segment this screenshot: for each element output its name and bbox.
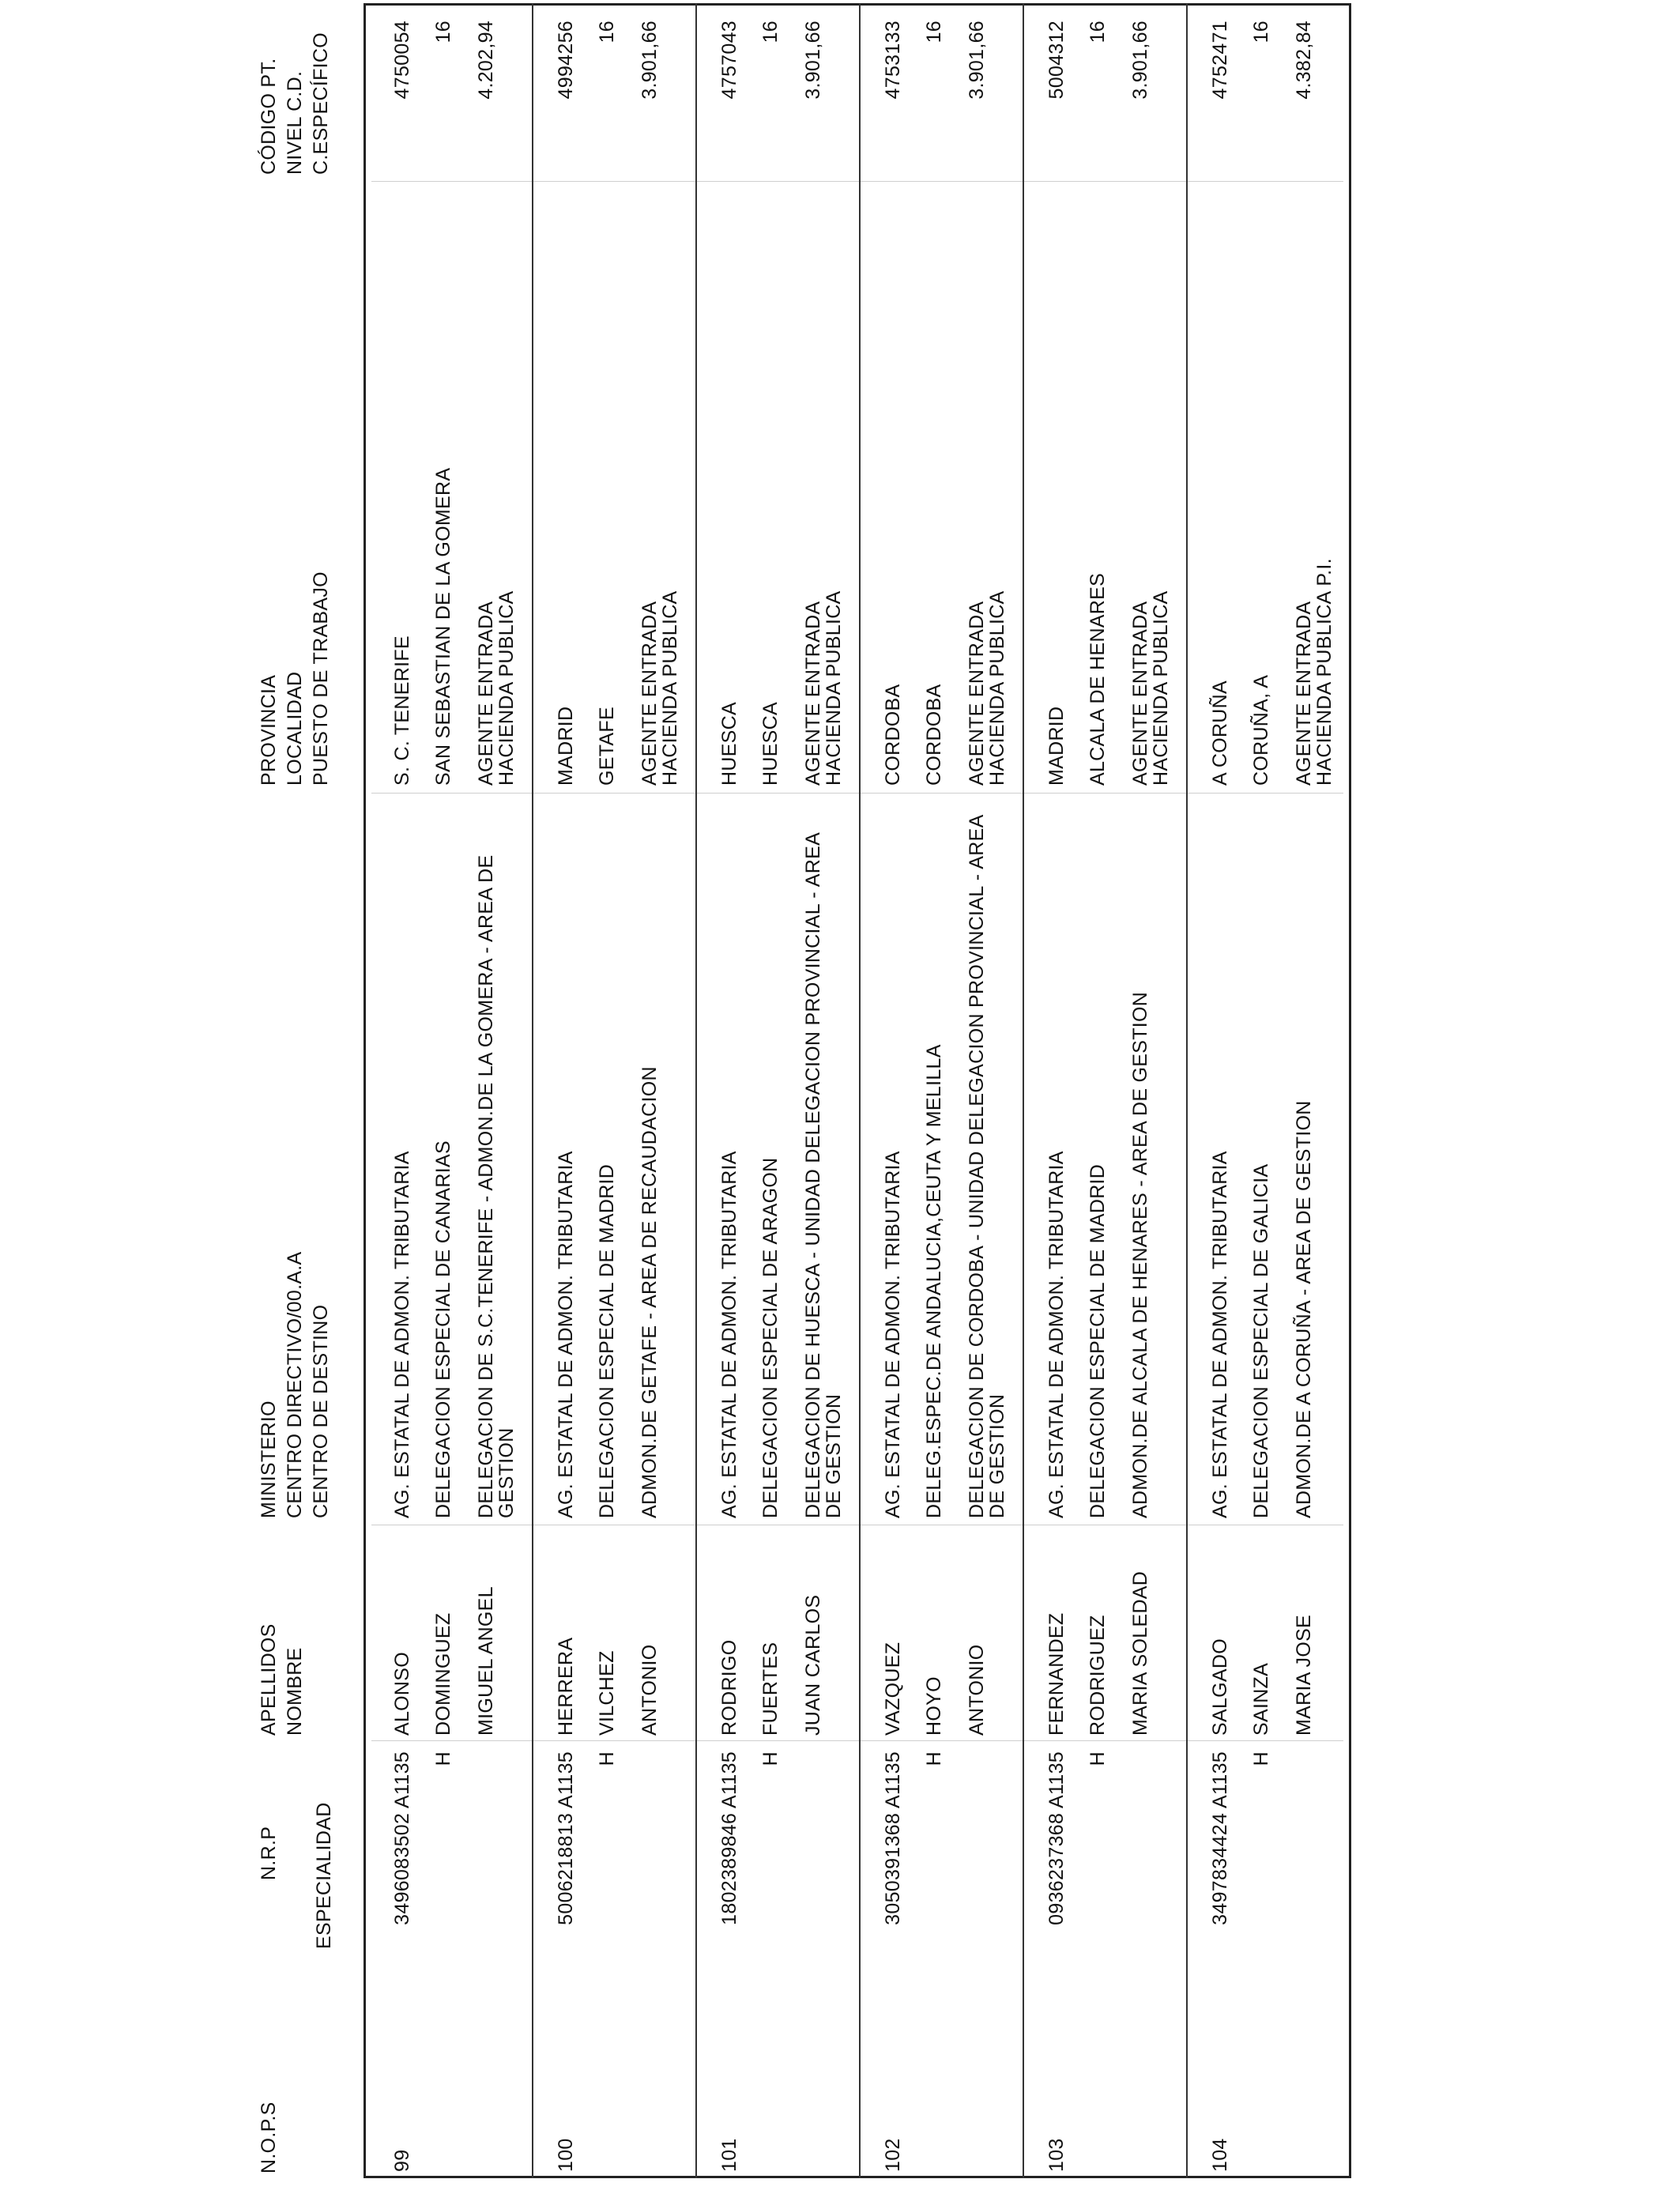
centro-directivo: DELEGACION ESPECIAL DE CANARIAS (432, 1140, 454, 1518)
provincia: MADRID (1045, 706, 1068, 786)
apellido-1: RODRIGO (718, 1639, 740, 1736)
apellido-1: ALONSO (391, 1652, 413, 1736)
nops-number: 100 (555, 2138, 577, 2172)
header-puesto: PUESTO DE TRABAJO (310, 571, 332, 786)
apellido-1: VAZQUEZ (882, 1642, 904, 1736)
c-especifico: 3.901,66 (1129, 21, 1151, 100)
apellido-2: DOMINGUEZ (432, 1612, 454, 1736)
sex-code: H (923, 1751, 945, 1766)
ministerio: AG. ESTATAL DE ADMON. TRIBUTARIA (555, 1151, 577, 1518)
sex-code: H (759, 1751, 782, 1766)
provincia: S. C. TENERIFE (391, 635, 413, 786)
ministerio: AG. ESTATAL DE ADMON. TRIBUTARIA (718, 1151, 740, 1518)
localidad: ALCALA DE HENARES (1087, 572, 1109, 786)
sex-code: H (1087, 1751, 1109, 1766)
row-separator (695, 3, 697, 2178)
apellido-2: VILCHEZ (596, 1650, 618, 1736)
puesto-trabajo: AGENTE ENTRADA HACIENDA PUBLICA P.I. (1293, 558, 1335, 786)
row-separator (1023, 3, 1024, 2178)
nivel-cd: 16 (1250, 21, 1272, 43)
ministerio: AG. ESTATAL DE ADMON. TRIBUTARIA (882, 1151, 904, 1518)
c-especifico: 4.202,94 (475, 21, 497, 100)
header-especifico: C.ESPECÍFICO (310, 32, 332, 175)
codigo-pt: 4757043 (718, 21, 740, 100)
sex-code: H (1250, 1751, 1272, 1766)
nivel-cd: 16 (596, 21, 618, 43)
c-especifico: 3.901,66 (638, 21, 661, 100)
centro-destino: ADMON.DE A CORUÑA - AREA DE GESTION (1293, 1100, 1315, 1518)
header-ministerio: MINISTERIO (258, 1400, 280, 1518)
puesto-trabajo: AGENTE ENTRADA HACIENDA PUBLICA (966, 590, 1008, 786)
provincia: A CORUÑA (1209, 680, 1231, 786)
nops-number: 102 (882, 2138, 904, 2172)
c-especifico: 3.901,66 (966, 21, 988, 100)
nrp-code: 5006218813 A1135 (555, 1751, 577, 1925)
puesto-trabajo: AGENTE ENTRADA HACIENDA PUBLICA (802, 590, 845, 786)
row-separator (1186, 3, 1188, 2178)
header-provincia: PROVINCIA (258, 674, 280, 786)
apellido-2: HOYO (923, 1676, 945, 1736)
c-especifico: 4.382,84 (1293, 21, 1315, 100)
provincia: MADRID (555, 706, 577, 786)
c-especifico: 3.901,66 (802, 21, 824, 100)
centro-directivo: DELEGACION ESPECIAL DE GALICIA (1250, 1163, 1272, 1518)
provincia: CORDOBA (882, 684, 904, 786)
centro-directivo: DELEGACION ESPECIAL DE ARAGON (759, 1157, 782, 1518)
nops-number: 101 (718, 2138, 740, 2172)
nrp-code: 3050391368 A1135 (882, 1751, 904, 1925)
puesto-trabajo: AGENTE ENTRADA HACIENDA PUBLICA (1129, 590, 1172, 786)
centro-destino: DELEGACION DE S.C.TENERIFE - ADMON.DE LA GOMERA - AREA DE GESTION (475, 854, 518, 1518)
localidad: GETAFE (596, 707, 618, 786)
header-nivel: NIVEL C.D. (284, 70, 306, 175)
codigo-pt: 4750054 (391, 21, 413, 100)
localidad: CORUÑA, A (1250, 674, 1272, 786)
row-separator (859, 3, 861, 2178)
header-nrp: N.R.P (258, 1826, 280, 1880)
codigo-pt: 5004312 (1045, 21, 1068, 100)
nombre: ANTONIO (638, 1644, 661, 1736)
apellido-1: SALGADO (1209, 1638, 1231, 1736)
nrp-code: 3496083502 A1135 (391, 1751, 413, 1925)
centro-destino: ADMON.DE GETAFE - AREA DE RECAUDACION (638, 1066, 661, 1518)
nops-number: 99 (391, 2149, 413, 2172)
centro-destino: ADMON.DE ALCALA DE HENARES - AREA DE GESTION (1129, 991, 1151, 1518)
localidad: HUESCA (759, 702, 782, 786)
nivel-cd: 16 (432, 21, 454, 43)
ministerio: AG. ESTATAL DE ADMON. TRIBUTARIA (1209, 1151, 1231, 1518)
nivel-cd: 16 (759, 21, 782, 43)
nrp-code: 1802389846 A1135 (718, 1751, 740, 1925)
puesto-trabajo: AGENTE ENTRADA HACIENDA PUBLICA (475, 590, 518, 786)
apellido-1: HERRERA (555, 1637, 577, 1736)
apellido-2: FUERTES (759, 1642, 782, 1736)
header-codigo: CÓDIGO PT. (258, 58, 280, 175)
sex-code: H (432, 1751, 454, 1766)
header-nops: N.O.P.S (258, 2102, 280, 2173)
apellido-2: RODRIGUEZ (1087, 1615, 1109, 1736)
centro-directivo: DELEGACION ESPECIAL DE MADRID (1087, 1163, 1109, 1518)
centro-destino: DELEGACION DE CORDOBA - UNIDAD DELEGACION PROVINCIAL - AREA DE GESTION (966, 815, 1008, 1518)
row-separator (532, 3, 533, 2178)
sex-code: H (596, 1751, 618, 1766)
puesto-trabajo: AGENTE ENTRADA HACIENDA PUBLICA (638, 590, 681, 786)
ministerio: AG. ESTATAL DE ADMON. TRIBUTARIA (391, 1151, 413, 1518)
header-centro-directivo: CENTRO DIRECTIVO/00.A.A (284, 1251, 306, 1518)
header-localidad: LOCALIDAD (284, 671, 306, 786)
codigo-pt: 4994256 (555, 21, 577, 100)
nombre: JUAN CARLOS (802, 1594, 824, 1736)
nops-number: 103 (1045, 2138, 1068, 2172)
nombre: MARIA JOSE (1293, 1614, 1315, 1736)
nrp-code: 0936237368 A1135 (1045, 1751, 1068, 1925)
centro-directivo: DELEG.ESPEC.DE ANDALUCIA,CEUTA Y MELILLA (923, 1044, 945, 1518)
header-apellidos: APELLIDOS (258, 1623, 280, 1736)
centro-directivo: DELEGACION ESPECIAL DE MADRID (596, 1163, 618, 1518)
nombre: MIGUEL ANGEL (475, 1586, 497, 1736)
localidad: CORDOBA (923, 684, 945, 786)
nops-number: 104 (1209, 2138, 1231, 2172)
header-centro-destino: CENTRO DE DESTINO (310, 1304, 332, 1518)
header-especialidad: ESPECIALIDAD (313, 1802, 335, 1949)
nivel-cd: 16 (1087, 21, 1109, 43)
codigo-pt: 4753133 (882, 21, 904, 100)
header-nombre: NOMBRE (284, 1647, 306, 1736)
centro-destino: DELEGACION DE HUESCA - UNIDAD DELEGACION PROVINCIAL - AREA DE GESTION (802, 833, 845, 1518)
apellido-1: FERNANDEZ (1045, 1612, 1068, 1736)
nrp-code: 3497834424 A1135 (1209, 1751, 1231, 1925)
localidad: SAN SEBASTIAN DE LA GOMERA (432, 467, 454, 786)
nombre: MARIA SOLEDAD (1129, 1570, 1151, 1736)
apellido-2: SAINZA (1250, 1662, 1272, 1736)
nombre: ANTONIO (966, 1644, 988, 1736)
provincia: HUESCA (718, 702, 740, 786)
ministerio: AG. ESTATAL DE ADMON. TRIBUTARIA (1045, 1151, 1068, 1518)
nivel-cd: 16 (923, 21, 945, 43)
codigo-pt: 4752471 (1209, 21, 1231, 100)
